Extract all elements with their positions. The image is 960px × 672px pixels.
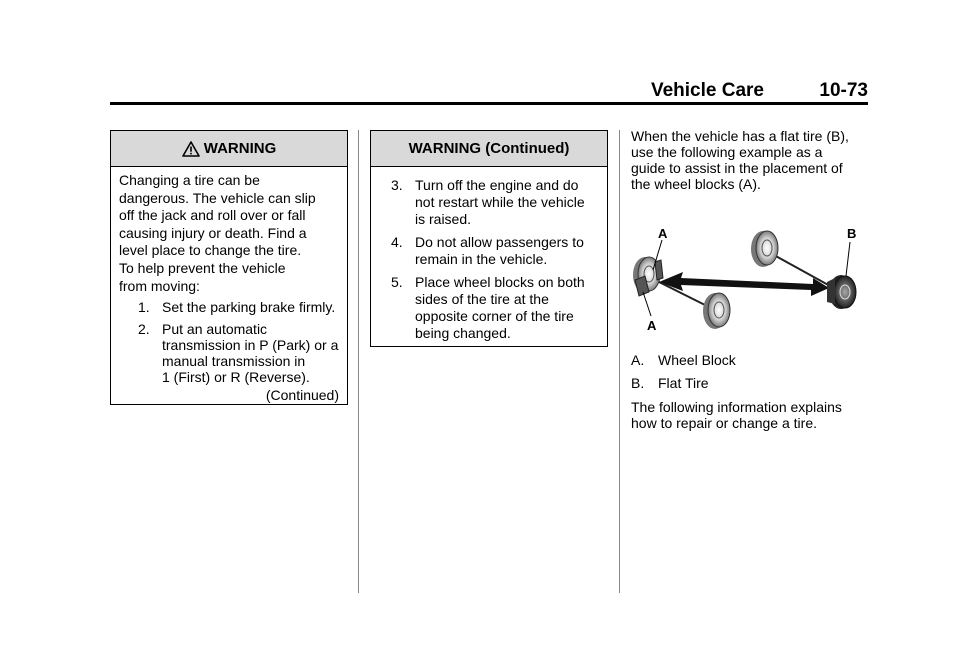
tire-front-right <box>703 293 730 329</box>
page-number: 10-73 <box>819 80 868 101</box>
warning-line: off the jack and roll over or fall <box>119 207 306 224</box>
warning-title: WARNING <box>203 140 277 157</box>
list-item: 1. Set the parking brake firmly. <box>138 299 336 316</box>
page-header <box>110 80 868 104</box>
diagonal-arrow-icon <box>659 272 829 296</box>
wheel-block-diagram <box>631 222 871 334</box>
flat-tire <box>827 275 856 309</box>
list-item: 4. Do not allow passengers to remain in the vehicle. <box>391 234 584 267</box>
warning-line: Changing a tire can be <box>119 172 260 188</box>
section-title: Vehicle Care <box>650 80 764 101</box>
warning-list <box>119 299 339 385</box>
list-item: 3. Turn off the engine and do not restart while the vehicle is raised. <box>391 177 585 227</box>
legend-item: A. Wheel Block <box>631 352 736 368</box>
label-b: B <box>847 226 857 241</box>
label-a-top: A <box>658 226 668 241</box>
warning-body <box>111 167 347 405</box>
list-item: 5. Place wheel blocks on both sides of the tire at the opposite corner of the tire being changed. <box>391 274 585 341</box>
label-a-bottom: A <box>647 318 657 333</box>
warning-continued-box <box>370 130 608 347</box>
leader-line-a-bottom <box>643 292 651 316</box>
leader-line-b <box>846 242 850 276</box>
warning-triangle-icon <box>182 141 200 157</box>
warning-box <box>110 130 348 405</box>
outro-paragraph: The following information explains how to repair or change a tire. <box>631 399 842 431</box>
warning-continued-body <box>371 167 607 342</box>
column-divider-1 <box>358 130 359 593</box>
warning-continued-header: WARNING (Continued) <box>371 131 607 167</box>
warning-line: from moving: <box>119 277 200 294</box>
diagram-legend <box>631 352 871 391</box>
warning-line: dangerous. The vehicle can slip <box>119 189 316 206</box>
column-divider-2 <box>619 130 620 593</box>
tire-rear-left <box>751 231 778 267</box>
intro-paragraph: When the vehicle has a flat tire (B), use the following example as a guide to assist in the placement of the wheel blocks (A). <box>631 128 849 192</box>
continued-label: (Continued) <box>265 387 339 404</box>
list-item: 2. Put an automatic transmission in P (Park) or a manual transmission in 1 (First) or R (Reverse). <box>138 321 339 386</box>
warning-line: causing injury or death. Find a <box>119 224 307 241</box>
warning-line: level place to change the tire. <box>119 242 302 259</box>
warning-header <box>111 131 347 167</box>
header-rule <box>110 102 868 105</box>
warning-line: To help prevent the vehicle <box>119 259 286 276</box>
legend-item: B. Flat Tire <box>631 375 709 391</box>
